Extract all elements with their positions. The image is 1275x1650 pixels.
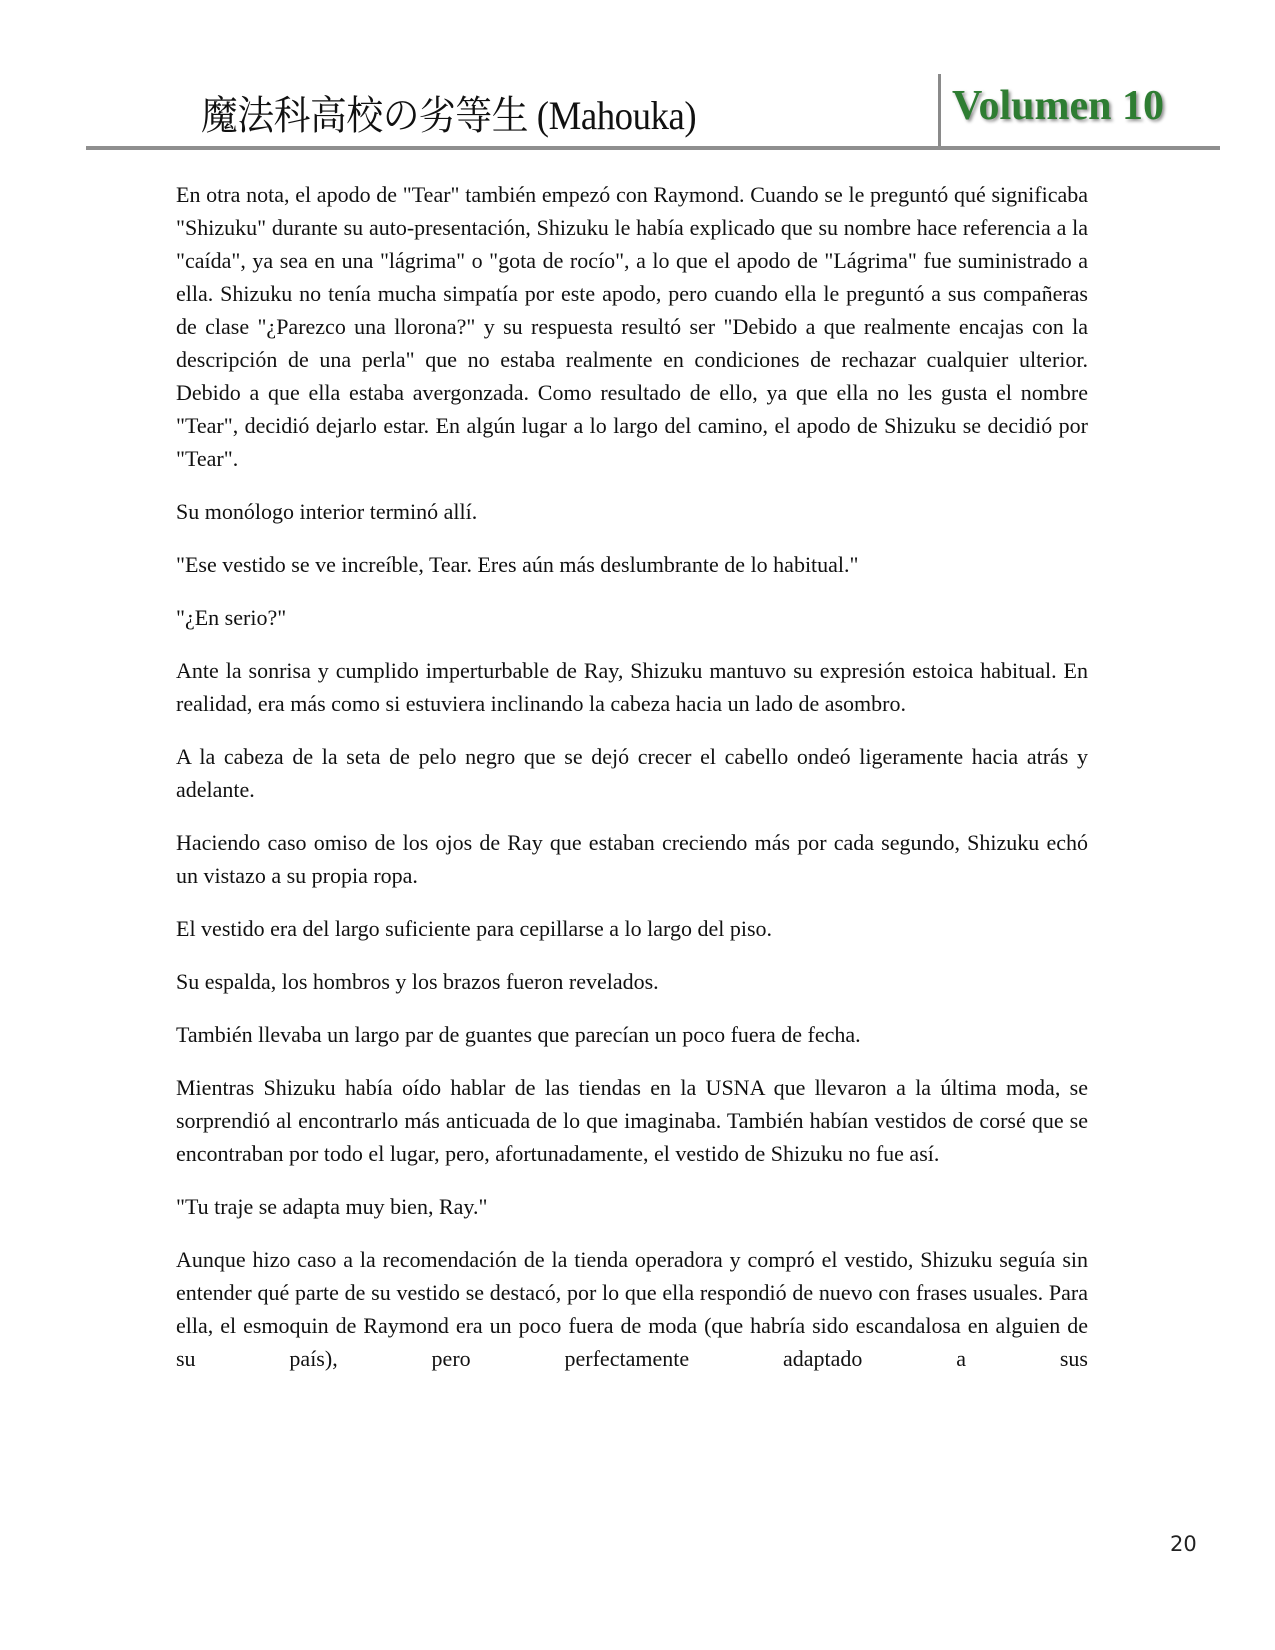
paragraph: Aunque hizo caso a la recomendación de la tienda operadora y compró el vestido, Shizuku seguía sin entender qué parte de su vestido se destacó, por lo que ella respondió de nuevo con frases usuales. Para ella, el esmoquin de Raymond era un poco fuera de moda (que habría sido escandalosa en alguien de su país), pero perfectamente adaptado a sus	[176, 1247, 1088, 1371]
paragraph: A la cabeza de la seta de pelo negro que se dejó crecer el cabello ondeó ligeramente hacia atrás y adelante.	[176, 744, 1088, 802]
paragraph: También llevaba un largo par de guantes que parecían un poco fuera de fecha.	[176, 1022, 861, 1047]
paragraph: Ante la sonrisa y cumplido imperturbable de Ray, Shizuku mantuvo su expresión estoica habitual. En realidad, era más como si estuviera inclinando la cabeza hacia un lado de asombro.	[176, 658, 1088, 716]
paragraph: Su monólogo interior terminó allí.	[176, 499, 478, 524]
paragraph: Su espalda, los hombros y los brazos fueron revelados.	[176, 969, 659, 994]
volume-label: Volumen 10	[952, 83, 1164, 129]
page-number: 20	[1170, 1532, 1197, 1556]
paragraph: En otra nota, el apodo de "Tear" también empezó con Raymond. Cuando se le preguntó qué significaba "Shizuku" durante su auto-presentación, Shizuku le había explicado que su nombre hace referencia a la "caída", ya sea en una "lágrima" o "gota de rocío", a lo que el apodo de "Lágrima" fue suministrado a ella. Shizuku no tenía mucha simpatía por este apodo, pero cuando ella le preguntó a sus compañeras de clase "¿Parezco una llorona?" y su respuesta resultó ser "Debido a que realmente encajas con la descripción de una perla" que no estaba realmente en condiciones de rechazar cualquier ulterior. Debido a que ella estaba avergonzada. Como resultado de ello, ya que ella no les gusta el nombre "Tear", decidió dejarlo estar. En algún lugar a lo largo del camino, el apodo de Shizuku se decidió por "Tear".	[176, 182, 1088, 471]
paragraph: Haciendo caso omiso de los ojos de Ray que estaban creciendo más por cada segundo, Shizuku echó un vistazo a su propia ropa.	[176, 830, 1088, 888]
paragraph: "Tu traje se adapta muy bien, Ray."	[176, 1194, 488, 1219]
book-title: 魔法科高校の劣等生 (Mahouka)	[201, 93, 697, 138]
paragraph: El vestido era del largo suficiente para cepillarse a lo largo del piso.	[176, 916, 773, 941]
page-header	[86, 70, 1220, 150]
header-divider-vertical	[938, 74, 941, 148]
body-text	[176, 178, 1088, 1395]
paragraph: "¿En serio?"	[176, 605, 287, 630]
header-divider-horizontal	[86, 146, 1220, 150]
paragraph: Mientras Shizuku había oído hablar de las tiendas en la USNA que llevaron a la última moda, se sorprendió al encontrarlo más anticuada de lo que imaginaba. También habían vestidos de corsé que se encontraban por todo el lugar, pero, afortunadamente, el vestido de Shizuku no fue así.	[176, 1075, 1088, 1166]
paragraph: "Ese vestido se ve increíble, Tear. Eres aún más deslumbrante de lo habitual."	[176, 552, 859, 577]
